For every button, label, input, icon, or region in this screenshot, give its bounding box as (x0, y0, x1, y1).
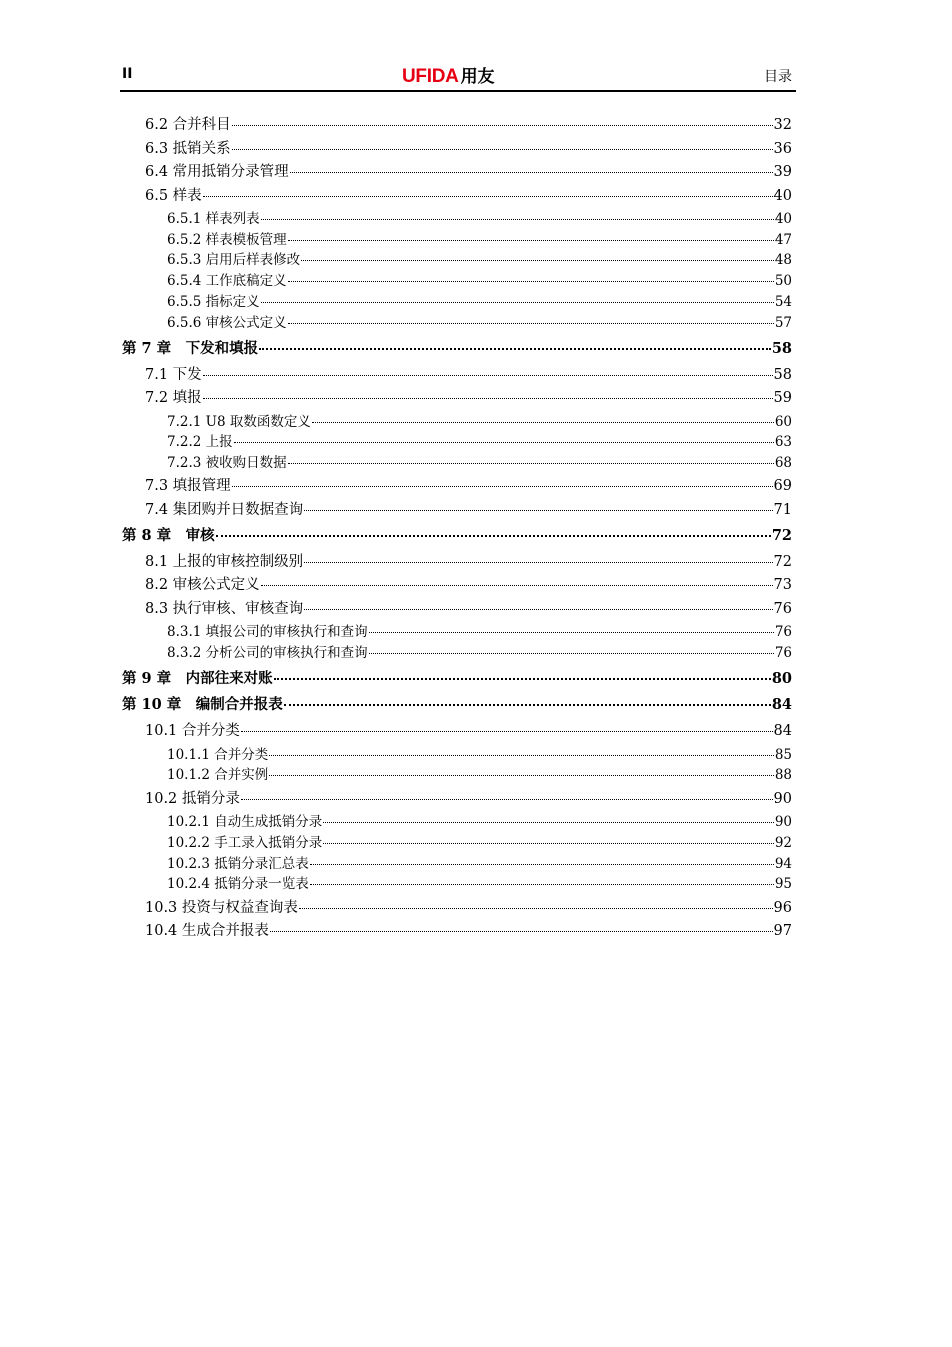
dot-leader (288, 463, 774, 464)
toc-entry-page: 88 (774, 767, 792, 784)
dot-leader (261, 302, 774, 303)
toc-entry[interactable] (167, 872, 792, 892)
toc-entry-title: 6.5.1 样表列表 (167, 211, 260, 227)
toc-entry-page: 73 (773, 577, 792, 594)
dot-leader (203, 375, 773, 376)
toc-entry[interactable] (145, 787, 792, 808)
toc-entry-title: 10.2.2 手工录入抵销分录 (167, 835, 323, 851)
toc-entry-title: 10.2 抵销分录 (145, 790, 240, 807)
toc-entry-title: 6.4 常用抵销分录管理 (145, 164, 289, 180)
ufida-logo (402, 62, 495, 88)
dot-leader (232, 125, 773, 126)
dot-leader (369, 632, 774, 633)
toc-entry-title: 7.2.3 被收购日数据 (167, 454, 287, 471)
toc-entry-page: 80 (771, 670, 792, 688)
toc-entry[interactable] (122, 693, 792, 714)
dot-leader (216, 535, 771, 537)
logo-text-cn: 用友 (460, 67, 495, 87)
toc-entry-page: 54 (774, 293, 792, 310)
dot-leader (304, 562, 772, 563)
toc-entry-page: 92 (774, 835, 792, 851)
toc-entry-page: 58 (771, 339, 792, 357)
toc-entry-title: 8.1 上报的审核控制级别 (145, 553, 304, 570)
toc-entry[interactable] (145, 363, 792, 384)
toc-entry[interactable] (167, 311, 792, 331)
toc-entry-page: 76 (774, 624, 792, 641)
toc-entry-title: 10.2.1 自动生成抵销分录 (167, 814, 323, 831)
toc-entry-title: 7.2.1 U8 取数函数定义 (167, 413, 311, 430)
toc-entry[interactable] (167, 451, 792, 471)
toc-entry-title: 10.2.3 抵销分录汇总表 (167, 855, 309, 872)
toc-entry[interactable] (167, 290, 792, 310)
toc-entry-title: 7.2.2 上报 (167, 434, 233, 451)
toc-entry-page: 72 (771, 526, 792, 544)
toc-entry[interactable] (122, 337, 792, 358)
toc-entry[interactable] (167, 743, 792, 763)
dot-leader (269, 755, 774, 756)
section-title: 目录 (764, 69, 792, 85)
toc-entry[interactable] (145, 160, 792, 181)
toc-entry[interactable] (122, 667, 792, 688)
toc-entry-title: 6.5.4 工作底稿定义 (167, 273, 287, 290)
dot-leader (310, 884, 774, 885)
toc-entry[interactable] (167, 228, 792, 248)
toc-entry-page: 84 (773, 723, 792, 740)
logo-text-en: UFIDA (402, 66, 459, 87)
toc-entry-title: 第 9 章 内部往来对账 (122, 670, 273, 688)
dot-leader (241, 731, 773, 732)
toc-entry-title: 10.2.4 抵销分录一览表 (167, 876, 309, 893)
dot-leader (241, 799, 773, 800)
toc-entry-title: 第 7 章 下发和填报 (122, 339, 259, 357)
dot-leader (323, 822, 774, 823)
toc-entry-page: 48 (774, 252, 792, 269)
toc-entry-title: 10.1.2 合并实例 (167, 767, 269, 784)
toc-entry-title: 6.5.3 启用后样表修改 (167, 252, 301, 269)
toc-entry-page: 90 (774, 814, 792, 831)
toc-entry-title: 10.1 合并分类 (145, 723, 240, 740)
toc-entry[interactable] (167, 248, 792, 268)
dot-leader (270, 931, 773, 932)
toc-entry-page: 84 (771, 696, 792, 714)
dot-leader (323, 843, 774, 844)
toc-entry[interactable] (122, 524, 792, 545)
toc-entry-page: 32 (773, 117, 792, 133)
dot-leader (288, 323, 774, 324)
toc-entry-page: 40 (773, 187, 792, 204)
dot-leader (299, 908, 773, 909)
toc-entry-page: 60 (774, 413, 792, 430)
toc-entry[interactable] (167, 641, 792, 661)
toc-entry[interactable] (167, 831, 792, 851)
toc-entry-title: 7.3 填报管理 (145, 478, 231, 495)
toc-entry-page: 36 (773, 140, 792, 157)
toc-entry-page: 96 (773, 899, 792, 916)
toc-entry-title: 10.4 生成合并报表 (145, 923, 269, 940)
toc-entry-page: 57 (774, 314, 792, 331)
toc-entry[interactable] (145, 597, 792, 618)
toc-entry-page: 63 (774, 434, 792, 451)
toc-entry[interactable] (145, 573, 792, 594)
toc-entry[interactable] (167, 620, 792, 640)
dot-leader (269, 775, 774, 776)
toc-entry[interactable] (145, 896, 792, 917)
toc-entry-title: 8.3.1 填报公司的审核执行和查询 (167, 624, 368, 641)
dot-leader (234, 442, 774, 443)
toc-entry-page: 85 (774, 746, 792, 763)
dot-leader (304, 510, 772, 511)
dot-leader (369, 653, 774, 654)
dot-leader (203, 196, 773, 197)
toc-entry[interactable] (145, 919, 792, 940)
toc-entry[interactable] (145, 498, 792, 519)
toc-entry[interactable] (145, 386, 792, 407)
toc-entry[interactable] (167, 852, 792, 872)
toc-entry[interactable] (167, 410, 792, 430)
toc-entry[interactable] (167, 430, 792, 450)
toc-entry[interactable] (145, 550, 792, 571)
dot-leader (203, 398, 773, 399)
toc-entry-title: 6.2 合并科目 (145, 117, 231, 133)
toc-entry-page: 50 (774, 273, 792, 290)
toc-entry[interactable] (145, 184, 792, 205)
dot-leader (288, 240, 774, 241)
dot-leader (290, 172, 773, 173)
toc-entry-page: 95 (774, 876, 792, 893)
toc-entry[interactable] (145, 113, 792, 134)
toc-entry-title: 6.5.5 指标定义 (167, 293, 260, 310)
toc-entry-page: 68 (774, 454, 792, 471)
dot-leader (232, 149, 773, 150)
toc-entry-title: 6.5.2 样表模板管理 (167, 231, 287, 248)
toc-entry-page: 58 (773, 366, 792, 383)
toc-entry-title: 10.1.1 合并分类 (167, 746, 269, 763)
dot-leader (259, 348, 771, 350)
toc-entry-title: 8.3 执行审核、审核查询 (145, 600, 304, 617)
toc-entry-page: 94 (774, 855, 792, 872)
toc-entry-title: 7.1 下发 (145, 366, 202, 383)
dot-leader (274, 678, 771, 680)
toc-entry-page: 69 (773, 478, 792, 495)
dot-leader (312, 422, 774, 423)
toc-entry-title: 6.5 样表 (145, 187, 202, 204)
toc-entry-page: 47 (774, 231, 792, 248)
toc-entry-page: 90 (773, 790, 792, 807)
toc-entry[interactable] (167, 207, 792, 227)
toc-entry[interactable] (167, 763, 792, 783)
dot-leader (261, 585, 773, 586)
toc-entry-title: 10.3 投资与权益查询表 (145, 899, 298, 916)
toc-entry-page: 59 (773, 390, 792, 406)
dot-leader (232, 486, 773, 487)
toc-entry[interactable] (145, 474, 792, 495)
dot-leader (304, 609, 772, 610)
toc-entry[interactable] (167, 269, 792, 289)
dot-leader (310, 864, 774, 865)
toc-entry-page: 40 (774, 211, 792, 227)
toc-entry-page: 97 (773, 923, 792, 940)
toc-entry[interactable] (145, 137, 792, 158)
dot-leader (288, 281, 774, 282)
toc-entry-page: 71 (773, 501, 792, 518)
dot-leader (284, 704, 771, 706)
toc-entry-page: 76 (774, 645, 792, 662)
dot-leader (301, 260, 774, 261)
toc-entry-title: 6.5.6 审核公式定义 (167, 314, 287, 331)
toc-entry-title: 8.2 审核公式定义 (145, 577, 260, 594)
toc-entry[interactable] (167, 810, 792, 830)
dot-leader (261, 219, 774, 220)
toc-entry-page: 39 (773, 164, 792, 180)
toc-entry-title: 7.4 集团购并日数据查询 (145, 501, 304, 518)
toc-entry[interactable] (145, 719, 792, 740)
toc-entry-title: 第 10 章 编制合并报表 (122, 696, 283, 714)
page-header (120, 58, 796, 92)
toc-entry-title: 8.3.2 分析公司的审核执行和查询 (167, 645, 368, 662)
toc-entry-title: 6.3 抵销关系 (145, 140, 231, 157)
toc-entry-page: 76 (773, 600, 792, 617)
toc-entry-title: 第 8 章 审核 (122, 526, 215, 544)
page-number: II (122, 66, 133, 82)
toc-entry-title: 7.2 填报 (145, 390, 202, 406)
toc-entry-page: 72 (773, 553, 792, 570)
